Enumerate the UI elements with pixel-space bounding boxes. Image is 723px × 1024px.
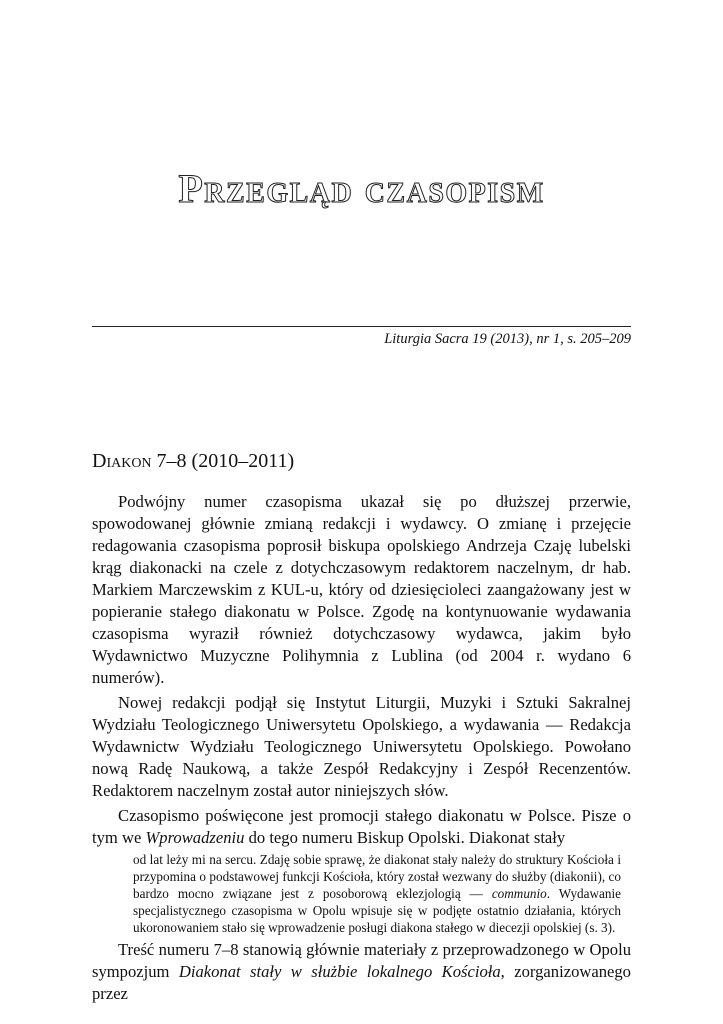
paragraph-2: Nowej redakcji podjął się Instytut Liturgii, Muzyki i Sztuki Sakralnej Wydziału Teologicznego Uniwersytetu Opolskiego, a wydawania — Redakcja Wydawnictw Wydziału Teologicznego Uniwersytetu Opolskiego. Powołano nową Radę Naukową, a także Zespół Redakcyjny i Zespół Recenzentów. Redaktorem naczelnym został autor niniejszych słów. <box>92 693 631 800</box>
paragraph-3-text-b: do tego numeru Biskup Opolski. Diakonat stały <box>244 828 566 847</box>
section-heading <box>92 450 294 473</box>
paragraph-3 <box>92 805 631 849</box>
paragraph-4 <box>92 939 631 1005</box>
paragraph-4-text-b: , zorganizowanego przez <box>92 962 631 1003</box>
article-body <box>92 491 631 1008</box>
journal-citation: Liturgia Sacra 19 (2013), nr 1, s. 205–209 <box>384 331 631 347</box>
paragraph-1: Podwójny numer czasopisma ukazał się po dłuższej przerwie, spowodowanej głównie zmianą redakcji i wydawcy. O zmianę i przejęcie redagowania czasopisma poprosił biskupa opolskiego Andrzeja Czaję lubelski krąg diakonacki na czele z dotychczasowym redaktorem naczelnym, dr hab. Markiem Marczewskim z KUL-u, który od dziesięcioleci zaangażowany jest w popieranie stałego diakonatu w Polsce. Zgodę na kontynuowanie wydawania czasopisma wyraził również dotychczasowy wydawca, jakim było Wydawnictwo Muzyczne Polihymnia z Lublina (od 2004 r. wydano 6 numerów). <box>92 492 631 687</box>
quote-emphasis: communio <box>491 886 547 901</box>
paragraph-4-emphasis: Diakonat stały w służbie lokalnego Kościoła <box>178 962 501 981</box>
page-title: Przegląd czasopism <box>178 166 545 211</box>
paragraph-3-text-a: Czasopismo poświęcone jest promocji stałego diakonatu w Polsce. Pisze o tym we <box>92 806 631 847</box>
section-heading-issue: 7–8 (2010–2011) <box>151 450 295 472</box>
quote-text-b: . Wydawanie specjalistycznego czasopisma w Opolu wpisuje się w podjęte ostatnio działania, których ukoronowaniem stało się wprowadzenie posługi diakona stałego w diecezji opolskiej (s. 3). <box>133 886 621 935</box>
header-rule <box>92 326 631 327</box>
block-quote <box>133 851 621 936</box>
quote-text-a: od lat leży mi na sercu. Zdaję sobie sprawę, że diakonat stały należy do struktury Kościoła i przypomina o podstawowej funkcji Kościoła, który został wezwany do służby (diakonii), co bardzo mocno związane jest z posoborową eklezjologią — <box>133 852 621 901</box>
paragraph-4-text-a: Treść numeru 7–8 stanowią głównie materiały z przeprowadzonego w Opolu sympozjum <box>92 940 631 981</box>
section-heading-name: Diakon <box>92 450 152 472</box>
paragraph-3-emphasis: Wprowadzeniu <box>145 828 245 847</box>
